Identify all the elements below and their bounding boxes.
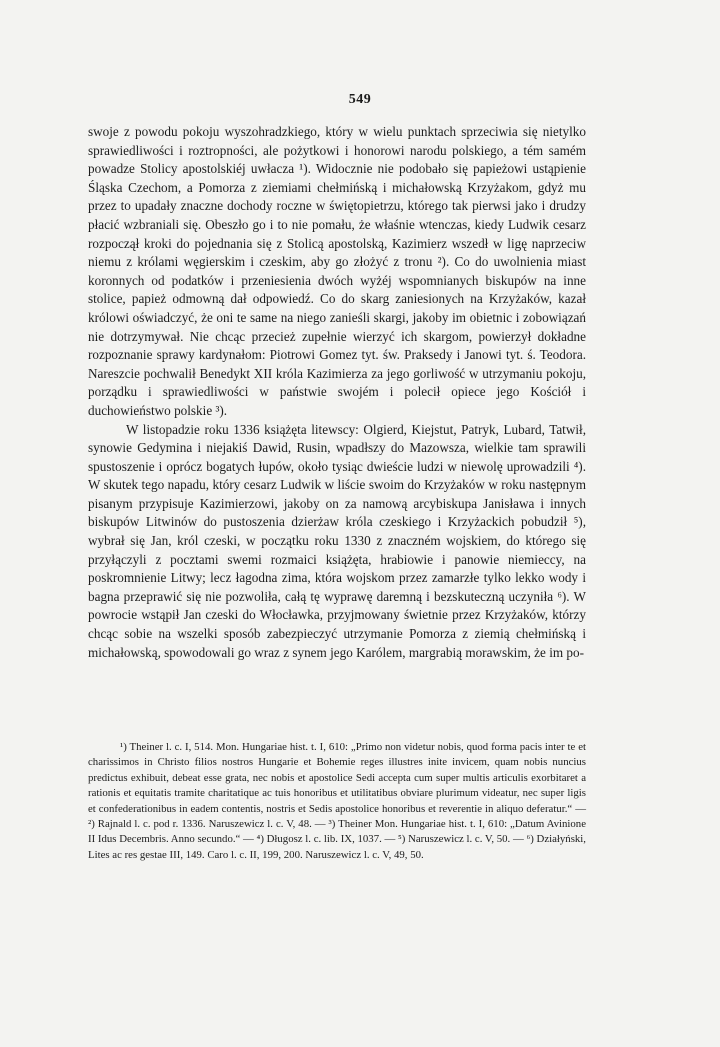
main-text bbox=[88, 123, 586, 662]
footnote-separator bbox=[88, 722, 586, 723]
paragraph-2: W listopadzie roku 1336 książęta litewscy: Olgierd, Kiejstut, Patryk, Lubard, Tatwił, synowie Gedymina i niejakiś Dawid, Rusin, wpadłszy do Mazowsza, wielkie tam sprawili spustoszenie i oprócz bogatych łupów, około tysiąc dwieście ludzi w niewolę uprowadzili ⁴). W skutek tego napadu, który cesarz Ludwik w liście swoim do Krzyżaków w roku następnym pisanym przypisuje Kazimierzowi, jakoby on za namową arcybiskupa Janisława i innych biskupów Litwinów do pustoszenia dzierżaw króla czeskiego i Krzyżackich pobudził ⁵), wybrał się Jan, król czeski, w początku roku 1330 z znaczném wojskiem, do którego się przyłączyli z pocztami swemi rozmaici książęta, hrabiowie i panowie niemieccy, na poskromnienie Litwy; lecz łagodna zima, która wojskom przez zamarzłe tylko lekko wody i bagna przeprawić się nie pozwoliła, całą tę wyprawę daremną i bezskuteczną uczyniła ⁶). W powrocie wstąpił Jan czeski do Włocławka, przyjmowany świetnie przez Krzyżaków, którzy chcąc sobie na wszelki sposób zabezpieczyć utrzymanie Pomorza z ziemią chełmińską i michałowską, spowodowali go wraz z synem jego Karólem, margrabią morawskim, że im po- bbox=[88, 421, 586, 660]
page-number: 549 bbox=[348, 92, 372, 107]
paragraph-1: swoje z powodu pokoju wyszohradzkiego, który w wielu punktach sprzeciwia się nietylko sprawiedliwości i roztropności, ale pożytkowi i honorowi narodu polskiego, a tém samém powadze Stolicy apostolskiéj uwłacza ¹). Widocznie nie podobało się papieżowi ustąpienie Śląska Czechom, a Pomorza z ziemiami chełmińską i michałowską Krzyżakom, gdyż mu przez to upadały znaczne dochody roczne w świętopietrzu, którego tak pierwsi jako i drudzy płacić wzbraniali się. Obeszło go i to nie pomału, że właśnie wtenczas, kiedy Ludwik cesarz rozpoczął kroki do pojednania się z Stolicą apostolską, Kazimierz wszedł w ligę naprzeciw niemu z królami węgierskim i czeskim, aby go złożyć z tronu ²). Co do uwolnienia miast koronnych od podatków i przeniesienia dwóch wyżéj wspomnianych biskupów na inne stolice, papież odmowną dał odpowiedź. Co do skarg zaniesionych na Krzyżaków, kazał królowi oświadczyć, że oni te same na niego zanieśli skargi, jakoby im obietnic i zobowiązań nie dotrzymywał. Nie chcąc przecież zupełnie wierzyć ich skargom, powierzył dokładne rozpoznanie sprawy kardynałom: Piotrowi Gomez tyt. św. Praksedy i Janowi tyt. ś. Teodora. Nareszcie pochwalił Benedykt XII króla Kazimierza za jego gorliwość w utrzymaniu pokoju, porządku i sprawiedliwości w państwie swojém i polecił opiece jego Kościół i duchowieństwo polskie ³). bbox=[88, 124, 586, 418]
footnote-block: ¹) Theiner l. c. I, 514. Mon. Hungariae hist. t. I, 610: „Primo non videtur nobis, quod forma pacis inter te et charissimos in Christo filios nostros Hungarie et Bohemie reges illustres inite invicem, quam nobis nuncius predictus exhibuit, debeat esse grata, nec nobis et apostolice Sedi accepta cum super multis articulis exorbitaret a rationis et equitatis tramite charitatique ac tuis honoribus et utilitatibus obviare plurimum videatur, nec super ligis et confederationibus in eadem contentis, nostris et Sedis apostolice honoribus et reverentie in aliquo deferatur.“ — ²) Rajnald l. c. pod r. 1336. Naruszewicz l. c. V, 48. — ³) Theiner Mon. Hungariae hist. t. I, 610: „Datum Avinione II Idus Decembris. Anno secundo.“ — ⁴) Długosz l. c. lib. IX, 1037. — ⁵) Naruszewicz l. c. V, 50. — ⁶) Działyński, Lites ac res gestae III, 149. Caro l. c. II, 199, 200. Naruszewicz l. c. V, 49, 50. bbox=[88, 741, 586, 861]
footnotes bbox=[88, 740, 586, 863]
